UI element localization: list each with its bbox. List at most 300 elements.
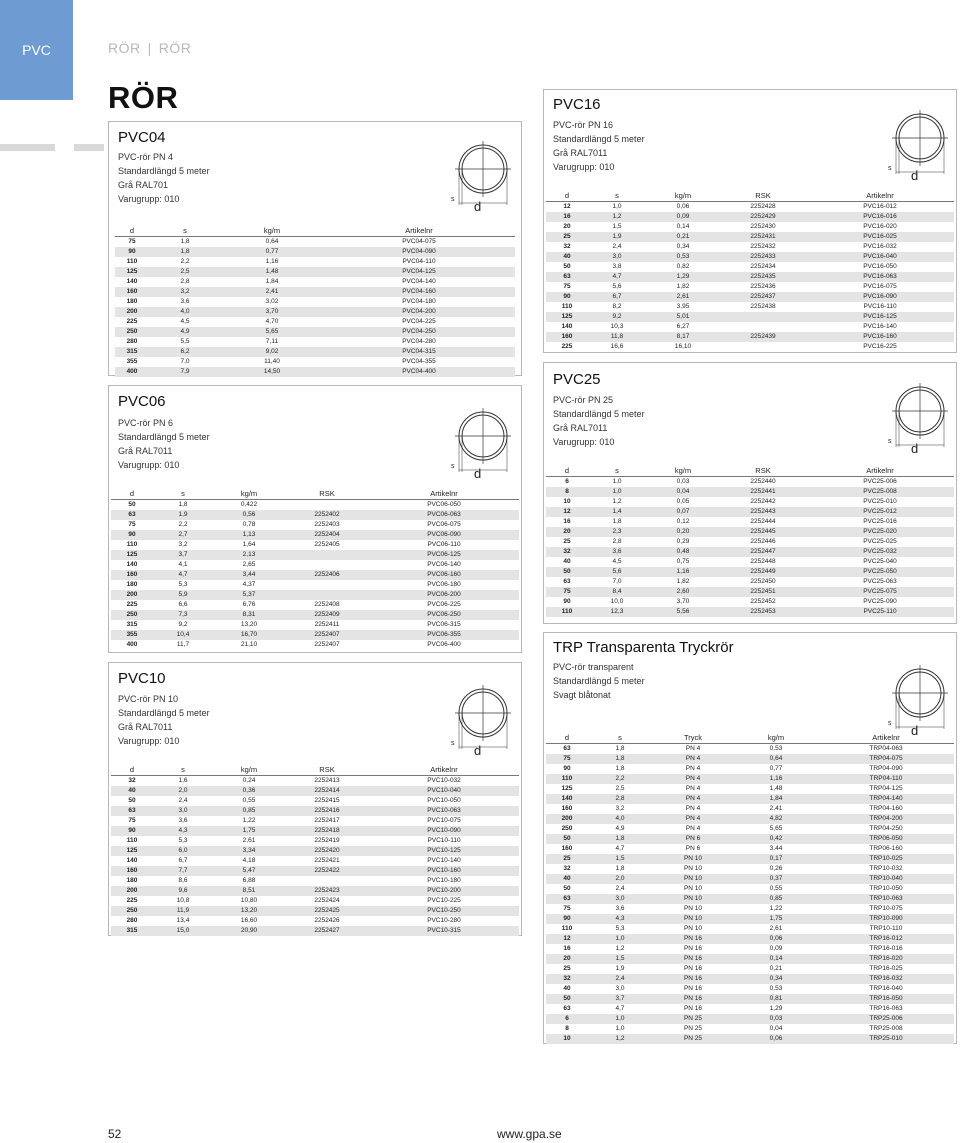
table-cell: PVC06-050 <box>427 500 461 508</box>
pipe-wall-label: s <box>451 463 455 470</box>
table-row <box>546 834 954 844</box>
spec-table <box>546 732 954 1044</box>
table-cell: PVC04-225 <box>402 317 436 325</box>
table-cell: 1,16 <box>734 774 818 784</box>
table-cell: PN 6 <box>685 844 701 852</box>
table-cell: 140 <box>126 560 138 568</box>
table-cell: PVC06-063 <box>369 510 519 520</box>
table-row <box>115 287 515 297</box>
table-cell: 2,41 <box>769 804 783 812</box>
table-cell: 90 <box>115 247 149 257</box>
table-cell: TRP10-025 <box>818 854 954 864</box>
desc-line: Grå RAL7011 <box>118 722 173 732</box>
table-cell: 3,95 <box>676 302 690 310</box>
table-cell: 20 <box>546 527 588 537</box>
table-row <box>546 292 954 302</box>
desc-line: PVC-rör PN 10 <box>118 694 179 704</box>
table-cell: 50 <box>546 567 588 577</box>
table-cell: 1,9 <box>588 232 646 242</box>
table-cell: 110 <box>546 774 588 784</box>
table-cell: 2252424 <box>314 896 340 904</box>
table-cell: 13,20 <box>240 620 258 628</box>
table-cell: 2252420 <box>285 846 369 856</box>
table-cell: 5,5 <box>180 337 190 345</box>
table-cell: 6,0 <box>153 846 213 856</box>
table-row <box>111 560 519 570</box>
table-cell: 0,422 <box>240 500 258 508</box>
table-cell: 250 <box>111 610 153 620</box>
table-cell: 63 <box>563 744 571 752</box>
table-cell: 2252405 <box>314 540 340 548</box>
table-cell: 4,1 <box>178 560 188 568</box>
table-cell: 4,5 <box>612 557 622 565</box>
table-cell: 1,9 <box>153 510 213 520</box>
table-cell: 0,12 <box>676 517 690 525</box>
table-cell: PN 25 <box>652 1034 734 1044</box>
table-cell: 1,64 <box>242 540 256 548</box>
table-row <box>546 864 954 874</box>
table-cell: 8,51 <box>213 886 285 896</box>
desc-line: PVC-rör transparent <box>553 662 634 672</box>
table-cell: 2252426 <box>314 916 340 924</box>
table-cell: 315 <box>115 347 149 357</box>
table-cell: 2252419 <box>314 836 340 844</box>
table-row <box>546 954 954 964</box>
table-cell: 16,60 <box>240 916 258 924</box>
table-cell: PN 10 <box>652 894 734 904</box>
table-cell: PVC10-032 <box>427 776 461 784</box>
table-row <box>546 784 954 794</box>
table-row <box>111 926 519 936</box>
table-cell: 0,07 <box>646 507 720 517</box>
table-cell: 0,64 <box>734 754 818 764</box>
table-cell: 6 <box>565 477 569 485</box>
table-cell: 2,4 <box>588 974 652 984</box>
table-header-row <box>546 190 954 201</box>
table-row <box>546 1024 954 1034</box>
table-cell: TRP25-008 <box>869 1024 903 1032</box>
table-cell: 2,2 <box>178 520 188 528</box>
table-row <box>111 530 519 540</box>
table-cell: PVC10-140 <box>427 856 461 864</box>
table-cell: 2252403 <box>314 520 340 528</box>
table-cell: 2,61 <box>769 924 783 932</box>
table-cell: 180 <box>126 580 138 588</box>
table-row <box>546 814 954 824</box>
table-cell: 13,4 <box>176 916 190 924</box>
breadcrumb-item[interactable]: RÖR <box>108 40 141 56</box>
table-cell: 63 <box>563 577 571 585</box>
table-row <box>546 794 954 804</box>
table-row <box>546 754 954 764</box>
table-row <box>546 874 954 884</box>
table-cell <box>285 876 369 886</box>
table-cell: 12 <box>546 507 588 517</box>
column-header: RSK <box>285 764 369 775</box>
table-cell: 6,2 <box>149 347 221 357</box>
table-cell: PVC06-140 <box>427 560 461 568</box>
table-cell: 1,0 <box>588 934 652 944</box>
table-cell: 9,6 <box>153 886 213 896</box>
table-cell: TRP10-063 <box>818 894 954 904</box>
table-cell: 2,65 <box>242 560 256 568</box>
table-cell: TRP10-110 <box>869 924 903 932</box>
table-cell: TRP04-125 <box>869 784 903 792</box>
table-cell: 110 <box>126 540 138 548</box>
table-cell: 280 <box>126 337 138 345</box>
table-cell: 110 <box>561 924 573 932</box>
table-row <box>111 580 519 590</box>
table-row <box>546 944 954 954</box>
table-cell: 3,6 <box>588 547 646 557</box>
column-header: Tryck <box>652 732 734 743</box>
table-cell: 6,6 <box>178 600 188 608</box>
table-cell: 4,0 <box>149 307 221 317</box>
table-cell: 5,3 <box>615 924 625 932</box>
table-cell: 2,13 <box>213 550 285 560</box>
table-cell: 250 <box>561 824 573 832</box>
table-cell: 0,53 <box>769 744 783 752</box>
column-header: kg/m <box>646 465 720 476</box>
table-cell: PN 10 <box>652 874 734 884</box>
table-cell: 2252407 <box>314 640 340 648</box>
product-card-pvc16 <box>543 89 957 353</box>
table-cell: PVC25-110 <box>806 607 954 617</box>
table-cell: 1,8 <box>178 500 188 508</box>
decorative-stripe <box>74 144 104 151</box>
table-row <box>546 974 954 984</box>
table-cell: PVC06-110 <box>427 540 461 548</box>
table-cell: 32 <box>546 547 588 557</box>
table-cell: 0,04 <box>646 487 720 497</box>
table-cell: 2,60 <box>646 587 720 597</box>
table-cell: PVC06-180 <box>427 580 461 588</box>
column-header: kg/m <box>213 488 285 499</box>
table-cell: 16,70 <box>213 630 285 640</box>
card-description <box>553 660 645 702</box>
table-cell: PVC10-125 <box>369 846 519 856</box>
desc-line: Standardlängd 5 meter <box>553 409 645 419</box>
pipe-cross-section-icon <box>884 663 956 735</box>
table-cell: 6,7 <box>178 856 188 864</box>
table-cell: 2252453 <box>720 607 806 617</box>
table-cell: PVC25-010 <box>863 497 897 505</box>
spec-table <box>111 488 519 650</box>
table-cell: PVC04-140 <box>402 277 436 285</box>
table-cell: 2252446 <box>750 537 776 545</box>
breadcrumb <box>108 40 191 56</box>
table-cell: 2,0 <box>153 786 213 796</box>
table-cell: TRP16-012 <box>818 934 954 944</box>
pipe-wall-label: s <box>451 740 455 747</box>
table-cell: 7,11 <box>265 337 279 345</box>
table-cell <box>720 322 806 332</box>
table-cell: 3,34 <box>213 846 285 856</box>
table-cell: 2252436 <box>750 282 776 290</box>
table-cell: 0,09 <box>646 212 720 222</box>
table-cell: 1,84 <box>734 794 818 804</box>
table-cell: PVC25-008 <box>806 487 954 497</box>
table-cell: TRP04-075 <box>818 754 954 764</box>
table-cell: 1,75 <box>734 914 818 924</box>
table-cell: PVC16-140 <box>863 322 897 330</box>
table-cell: 2252440 <box>750 477 776 485</box>
table-cell: PN 10 <box>683 924 703 932</box>
table-cell: 10,8 <box>176 896 190 904</box>
table-row <box>111 906 519 916</box>
table-cell: 10,4 <box>153 630 213 640</box>
table-cell: TRP06-160 <box>869 844 903 852</box>
table-cell: 0,20 <box>646 527 720 537</box>
table-row <box>546 824 954 834</box>
table-cell: 2252450 <box>750 577 776 585</box>
table-cell: PVC25-040 <box>863 557 897 565</box>
table-cell: 250 <box>111 906 153 916</box>
table-cell: PVC16-225 <box>863 342 897 350</box>
table-cell <box>285 580 369 590</box>
table-cell: 5,01 <box>646 312 720 322</box>
table-cell: 2,0 <box>588 874 652 884</box>
table-cell: 1,0 <box>588 487 646 497</box>
desc-line: PVC-rör PN 4 <box>118 152 174 162</box>
table-row <box>111 806 519 816</box>
footer-url[interactable]: www.gpa.se <box>497 1127 562 1141</box>
table-cell: PN 10 <box>652 854 734 864</box>
card-title: PVC10 <box>118 670 166 687</box>
table-cell: 21,10 <box>240 640 258 648</box>
column-header: d <box>546 732 588 743</box>
table-row <box>546 774 954 784</box>
table-cell: 4,7 <box>615 844 625 852</box>
column-header: d <box>111 488 153 499</box>
product-card-pvc25 <box>543 362 957 624</box>
table-cell: PVC16-110 <box>863 302 897 310</box>
table-cell: 110 <box>126 836 138 844</box>
table-cell: 5,3 <box>178 836 188 844</box>
table-cell: 63 <box>546 894 588 904</box>
table-cell: 2252425 <box>285 906 369 916</box>
table-cell: 1,29 <box>769 1004 783 1012</box>
table-cell: 32 <box>563 242 571 250</box>
table-cell: 2252409 <box>285 610 369 620</box>
table-cell: 0,24 <box>242 776 256 784</box>
table-cell: 2,4 <box>178 796 188 804</box>
table-cell: PVC10-280 <box>427 916 461 924</box>
pipe-wall-label: s <box>888 438 892 445</box>
table-cell: 2252404 <box>285 530 369 540</box>
table-cell: 0,06 <box>734 934 818 944</box>
product-card-pvc10 <box>108 662 522 936</box>
table-cell: 0,48 <box>646 547 720 557</box>
table-cell: 9,2 <box>178 620 188 628</box>
table-row <box>111 775 519 786</box>
table-cell: PVC06-355 <box>369 630 519 640</box>
table-cell: 1,29 <box>646 272 720 282</box>
table-cell: 3,7 <box>588 994 652 1004</box>
table-row <box>111 786 519 796</box>
table-cell: 2252407 <box>285 630 369 640</box>
table-cell: 0,42 <box>734 834 818 844</box>
table-row <box>546 854 954 864</box>
table-cell: 2,5 <box>615 784 625 792</box>
table-row <box>111 796 519 806</box>
table-cell: 140 <box>546 794 588 804</box>
table-row <box>546 964 954 974</box>
table-row <box>115 337 515 347</box>
table-cell: 2252433 <box>720 252 806 262</box>
table-cell: TRP06-050 <box>818 834 954 844</box>
table-cell: 25 <box>563 964 571 972</box>
table-cell: 2252451 <box>720 587 806 597</box>
card-title: PVC16 <box>553 96 601 113</box>
table-cell: 160 <box>546 332 588 342</box>
table-cell: 3,2 <box>615 804 625 812</box>
table-row <box>546 914 954 924</box>
table-cell: PVC04-200 <box>323 307 515 317</box>
column-header: RSK <box>720 465 806 476</box>
table-cell: PVC10-180 <box>427 876 461 884</box>
table-cell: PN 16 <box>683 984 703 992</box>
table-cell: 40 <box>546 252 588 262</box>
pipe-wall-label: s <box>451 196 455 203</box>
table-cell: 2252452 <box>750 597 776 605</box>
table-cell: 0,53 <box>646 252 720 262</box>
table-cell: 16,10 <box>674 342 692 350</box>
card-description <box>553 393 645 449</box>
table-row <box>111 640 519 650</box>
section-tab-label: PVC <box>22 42 51 58</box>
table-row <box>546 597 954 607</box>
table-row <box>546 222 954 232</box>
card-title: PVC06 <box>118 393 166 410</box>
table-cell: 3,0 <box>153 806 213 816</box>
table-cell: PN 10 <box>652 914 734 924</box>
table-cell: 2252402 <box>285 510 369 520</box>
table-row <box>546 262 954 272</box>
table-cell: PVC25-016 <box>863 517 897 525</box>
table-cell: 1,8 <box>615 864 625 872</box>
table-cell: TRP04-200 <box>818 814 954 824</box>
table-row <box>546 517 954 527</box>
table-cell: 200 <box>111 886 153 896</box>
table-cell: 0,17 <box>734 854 818 864</box>
table-cell: 90 <box>563 597 571 605</box>
pipe-diameter-label: d <box>911 168 919 180</box>
desc-line: Grå RAL701 <box>118 180 169 190</box>
breadcrumb-item[interactable]: RÖR <box>158 40 192 56</box>
table-cell: PVC10-075 <box>427 816 461 824</box>
table-cell: TRP16-020 <box>818 954 954 964</box>
pipe-wall-label: s <box>888 165 892 172</box>
table-cell: 2252438 <box>750 302 776 310</box>
table-cell: PVC25-063 <box>863 577 897 585</box>
table-cell: 63 <box>546 272 588 282</box>
table-cell: PVC16-012 <box>863 202 897 210</box>
table-cell: 0,53 <box>769 984 783 992</box>
table-cell: 75 <box>546 754 588 764</box>
table-cell: PVC04-315 <box>323 347 515 357</box>
pipe-cross-section-icon <box>447 683 519 755</box>
table-cell: 0,03 <box>734 1014 818 1024</box>
table-row <box>546 282 954 292</box>
table-cell: 2,8 <box>612 537 622 545</box>
section-tab-pvc[interactable] <box>0 0 73 100</box>
table-cell: 2,61 <box>646 292 720 302</box>
table-cell: 1,82 <box>676 282 690 290</box>
table-cell <box>720 342 806 352</box>
table-cell: 160 <box>115 287 149 297</box>
table-cell: 355 <box>126 357 138 365</box>
table-row <box>546 507 954 517</box>
table-cell: 0,06 <box>676 202 690 210</box>
table-cell: 4,9 <box>149 327 221 337</box>
table-cell: PN 16 <box>652 974 734 984</box>
table-cell: 0,03 <box>676 477 690 485</box>
table-cell: PVC04-090 <box>323 247 515 257</box>
table-cell: TRP16-040 <box>869 984 903 992</box>
table-cell: PVC10-040 <box>369 786 519 796</box>
table-cell: 1,6 <box>178 776 188 784</box>
table-row <box>546 557 954 567</box>
table-row <box>111 836 519 846</box>
table-row <box>546 994 954 1004</box>
table-cell: 140 <box>126 856 138 864</box>
table-cell: 1,48 <box>769 784 783 792</box>
table-row <box>111 590 519 600</box>
column-header: s <box>588 732 652 743</box>
table-row <box>546 497 954 507</box>
table-row <box>115 367 515 377</box>
table-cell: PN 16 <box>652 994 734 1004</box>
table-cell: 0,55 <box>242 796 256 804</box>
table-cell: 3,70 <box>221 307 323 317</box>
desc-line: Varugrupp: 010 <box>118 194 180 204</box>
table-cell: TRP10-090 <box>818 914 954 924</box>
card-description <box>553 118 645 174</box>
table-cell: 2252415 <box>314 796 340 804</box>
table-row <box>546 984 954 994</box>
table-cell: 2252408 <box>314 600 340 608</box>
table-cell: 0,77 <box>769 764 783 772</box>
table-cell: PN 4 <box>652 774 734 784</box>
column-header: Artikelnr <box>323 225 515 236</box>
table-cell: 3,2 <box>149 287 221 297</box>
table-row <box>111 846 519 856</box>
table-cell: 50 <box>546 994 588 1004</box>
table-cell: 4,0 <box>588 814 652 824</box>
table-cell: 25 <box>546 232 588 242</box>
table-cell <box>285 560 369 570</box>
table-cell: PVC06-125 <box>369 550 519 560</box>
table-cell: 16 <box>546 212 588 222</box>
table-cell: 40 <box>563 557 571 565</box>
table-cell: 125 <box>111 550 153 560</box>
page-title: RÖR <box>108 80 179 115</box>
table-cell: 40 <box>111 786 153 796</box>
table-cell: 0,04 <box>769 1024 783 1032</box>
table-cell: 125 <box>546 312 588 322</box>
pipe-diameter-label: d <box>474 743 482 755</box>
table-cell: 1,82 <box>676 577 690 585</box>
table-cell: 1,8 <box>588 834 652 844</box>
table-cell: 2252418 <box>285 826 369 836</box>
table-cell: 3,6 <box>615 904 625 912</box>
table-row <box>546 743 954 754</box>
table-cell: 63 <box>111 806 153 816</box>
table-cell: 63 <box>111 510 153 520</box>
table-cell: 1,8 <box>588 754 652 764</box>
table-cell: 11,8 <box>588 332 646 342</box>
